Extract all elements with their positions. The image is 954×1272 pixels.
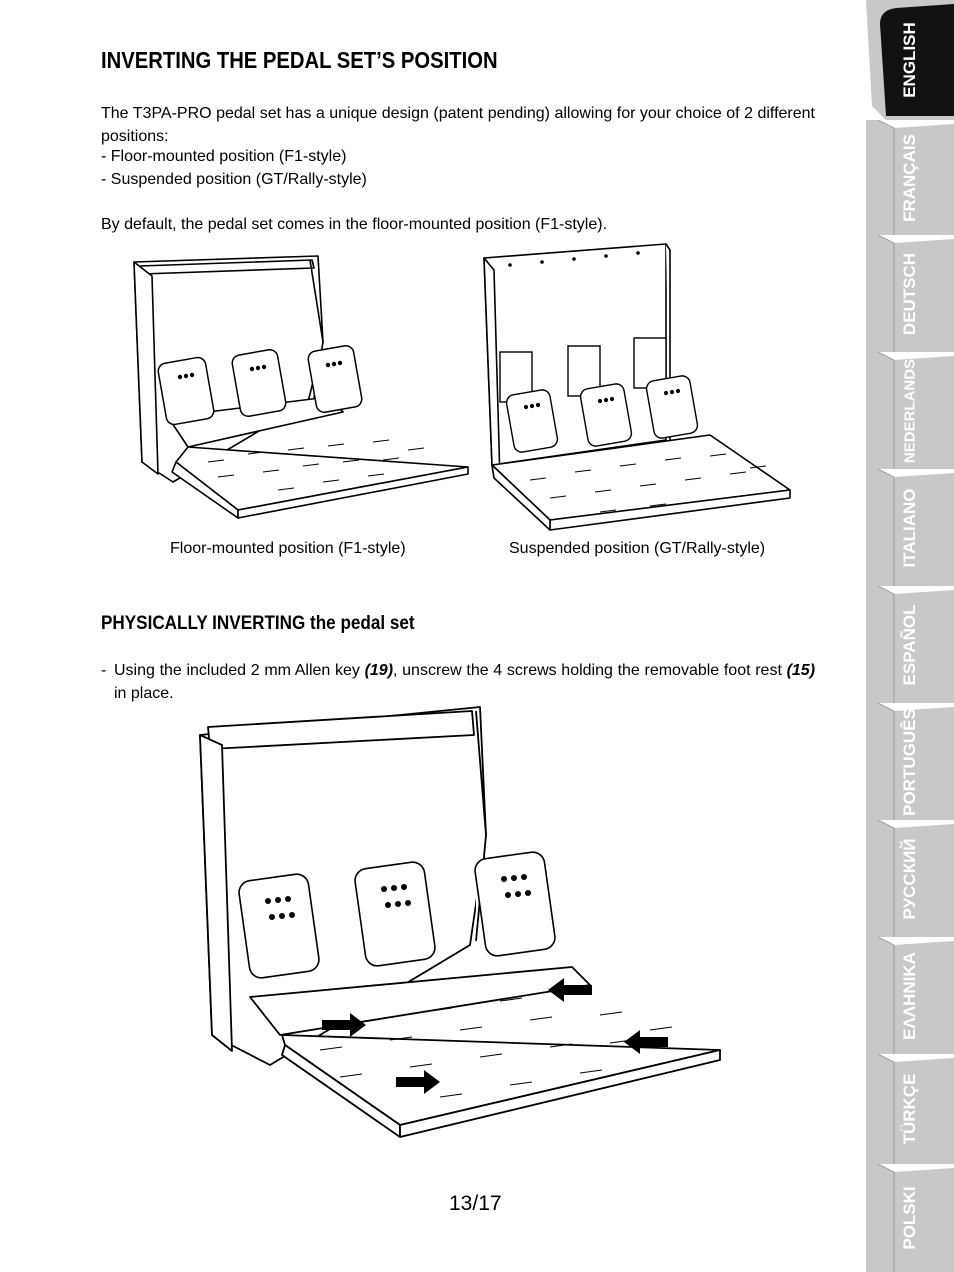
option-suspended: - Suspended position (GT/Rally-style) xyxy=(101,171,367,188)
page-number: 13/17 xyxy=(449,1192,502,1215)
tab-francais-label: FRANÇAIS xyxy=(900,133,919,222)
tab-polski-label: POLSKI xyxy=(900,1186,919,1250)
tab-nederlands[interactable] xyxy=(866,352,954,469)
tab-francais[interactable] xyxy=(866,120,954,235)
default-note: By default, the pedal set comes in the floor-mounted position (F1-style). xyxy=(101,216,608,233)
ref-foot-rest: (15) xyxy=(786,662,816,679)
tab-italiano[interactable] xyxy=(866,469,954,586)
option-floor-mounted: - Floor-mounted position (F1-style) xyxy=(101,148,347,165)
step-unscrew-foot-rest xyxy=(101,660,815,705)
section-title: PHYSICALLY INVERTING the pedal set xyxy=(101,613,415,634)
step-text-middle: , unscrew the 4 screws holding the removable foot rest xyxy=(393,662,787,679)
tab-turkce[interactable] xyxy=(866,1054,954,1164)
tab-greek[interactable] xyxy=(866,937,954,1054)
step-text-before: Using the included 2 mm Allen key xyxy=(114,662,365,679)
intro-paragraph: The T3PA-PRO pedal set has a unique design (patent pending) allowing for your choice of 2 different positions: xyxy=(101,105,815,145)
page-title: INVERTING THE PEDAL SET’S POSITION xyxy=(101,47,498,73)
tab-italiano-label: ITALIANO xyxy=(900,487,919,568)
tab-deutsch-label: DEUTSCH xyxy=(900,252,919,335)
caption-floor-mounted: Floor-mounted position (F1-style) xyxy=(170,540,406,557)
tab-greek-label: ΕΛΛΗΝΙΚΑ xyxy=(900,951,919,1040)
caption-suspended: Suspended position (GT/Rally-style) xyxy=(509,540,766,557)
suspended-pedal-illustration xyxy=(480,240,795,535)
foot-rest-screws-illustration xyxy=(190,705,730,1145)
tab-english-label: ENGLISH xyxy=(900,22,919,98)
tab-espanol[interactable] xyxy=(866,586,954,703)
tab-russian-label: РУССКИЙ xyxy=(900,837,919,920)
ref-allen-key: (19) xyxy=(364,662,394,679)
tab-polski[interactable] xyxy=(866,1164,954,1272)
tab-russian[interactable] xyxy=(866,820,954,937)
tab-espanol-label: ESPAÑOL xyxy=(900,604,919,685)
language-tabs xyxy=(866,0,954,1272)
tab-nederlands-label: NEDERLANDS xyxy=(901,358,919,463)
step-text-after: in place. xyxy=(114,684,174,702)
tab-portugues-label: PORTUGUÊS xyxy=(900,707,919,816)
tab-portugues[interactable] xyxy=(866,703,954,820)
tab-english[interactable] xyxy=(866,0,954,120)
floor-mounted-pedal-illustration xyxy=(128,252,473,522)
tab-turkce-label: TÜRKÇE xyxy=(900,1073,919,1145)
bullet-dash: - xyxy=(101,662,107,679)
tab-deutsch[interactable] xyxy=(866,235,954,352)
